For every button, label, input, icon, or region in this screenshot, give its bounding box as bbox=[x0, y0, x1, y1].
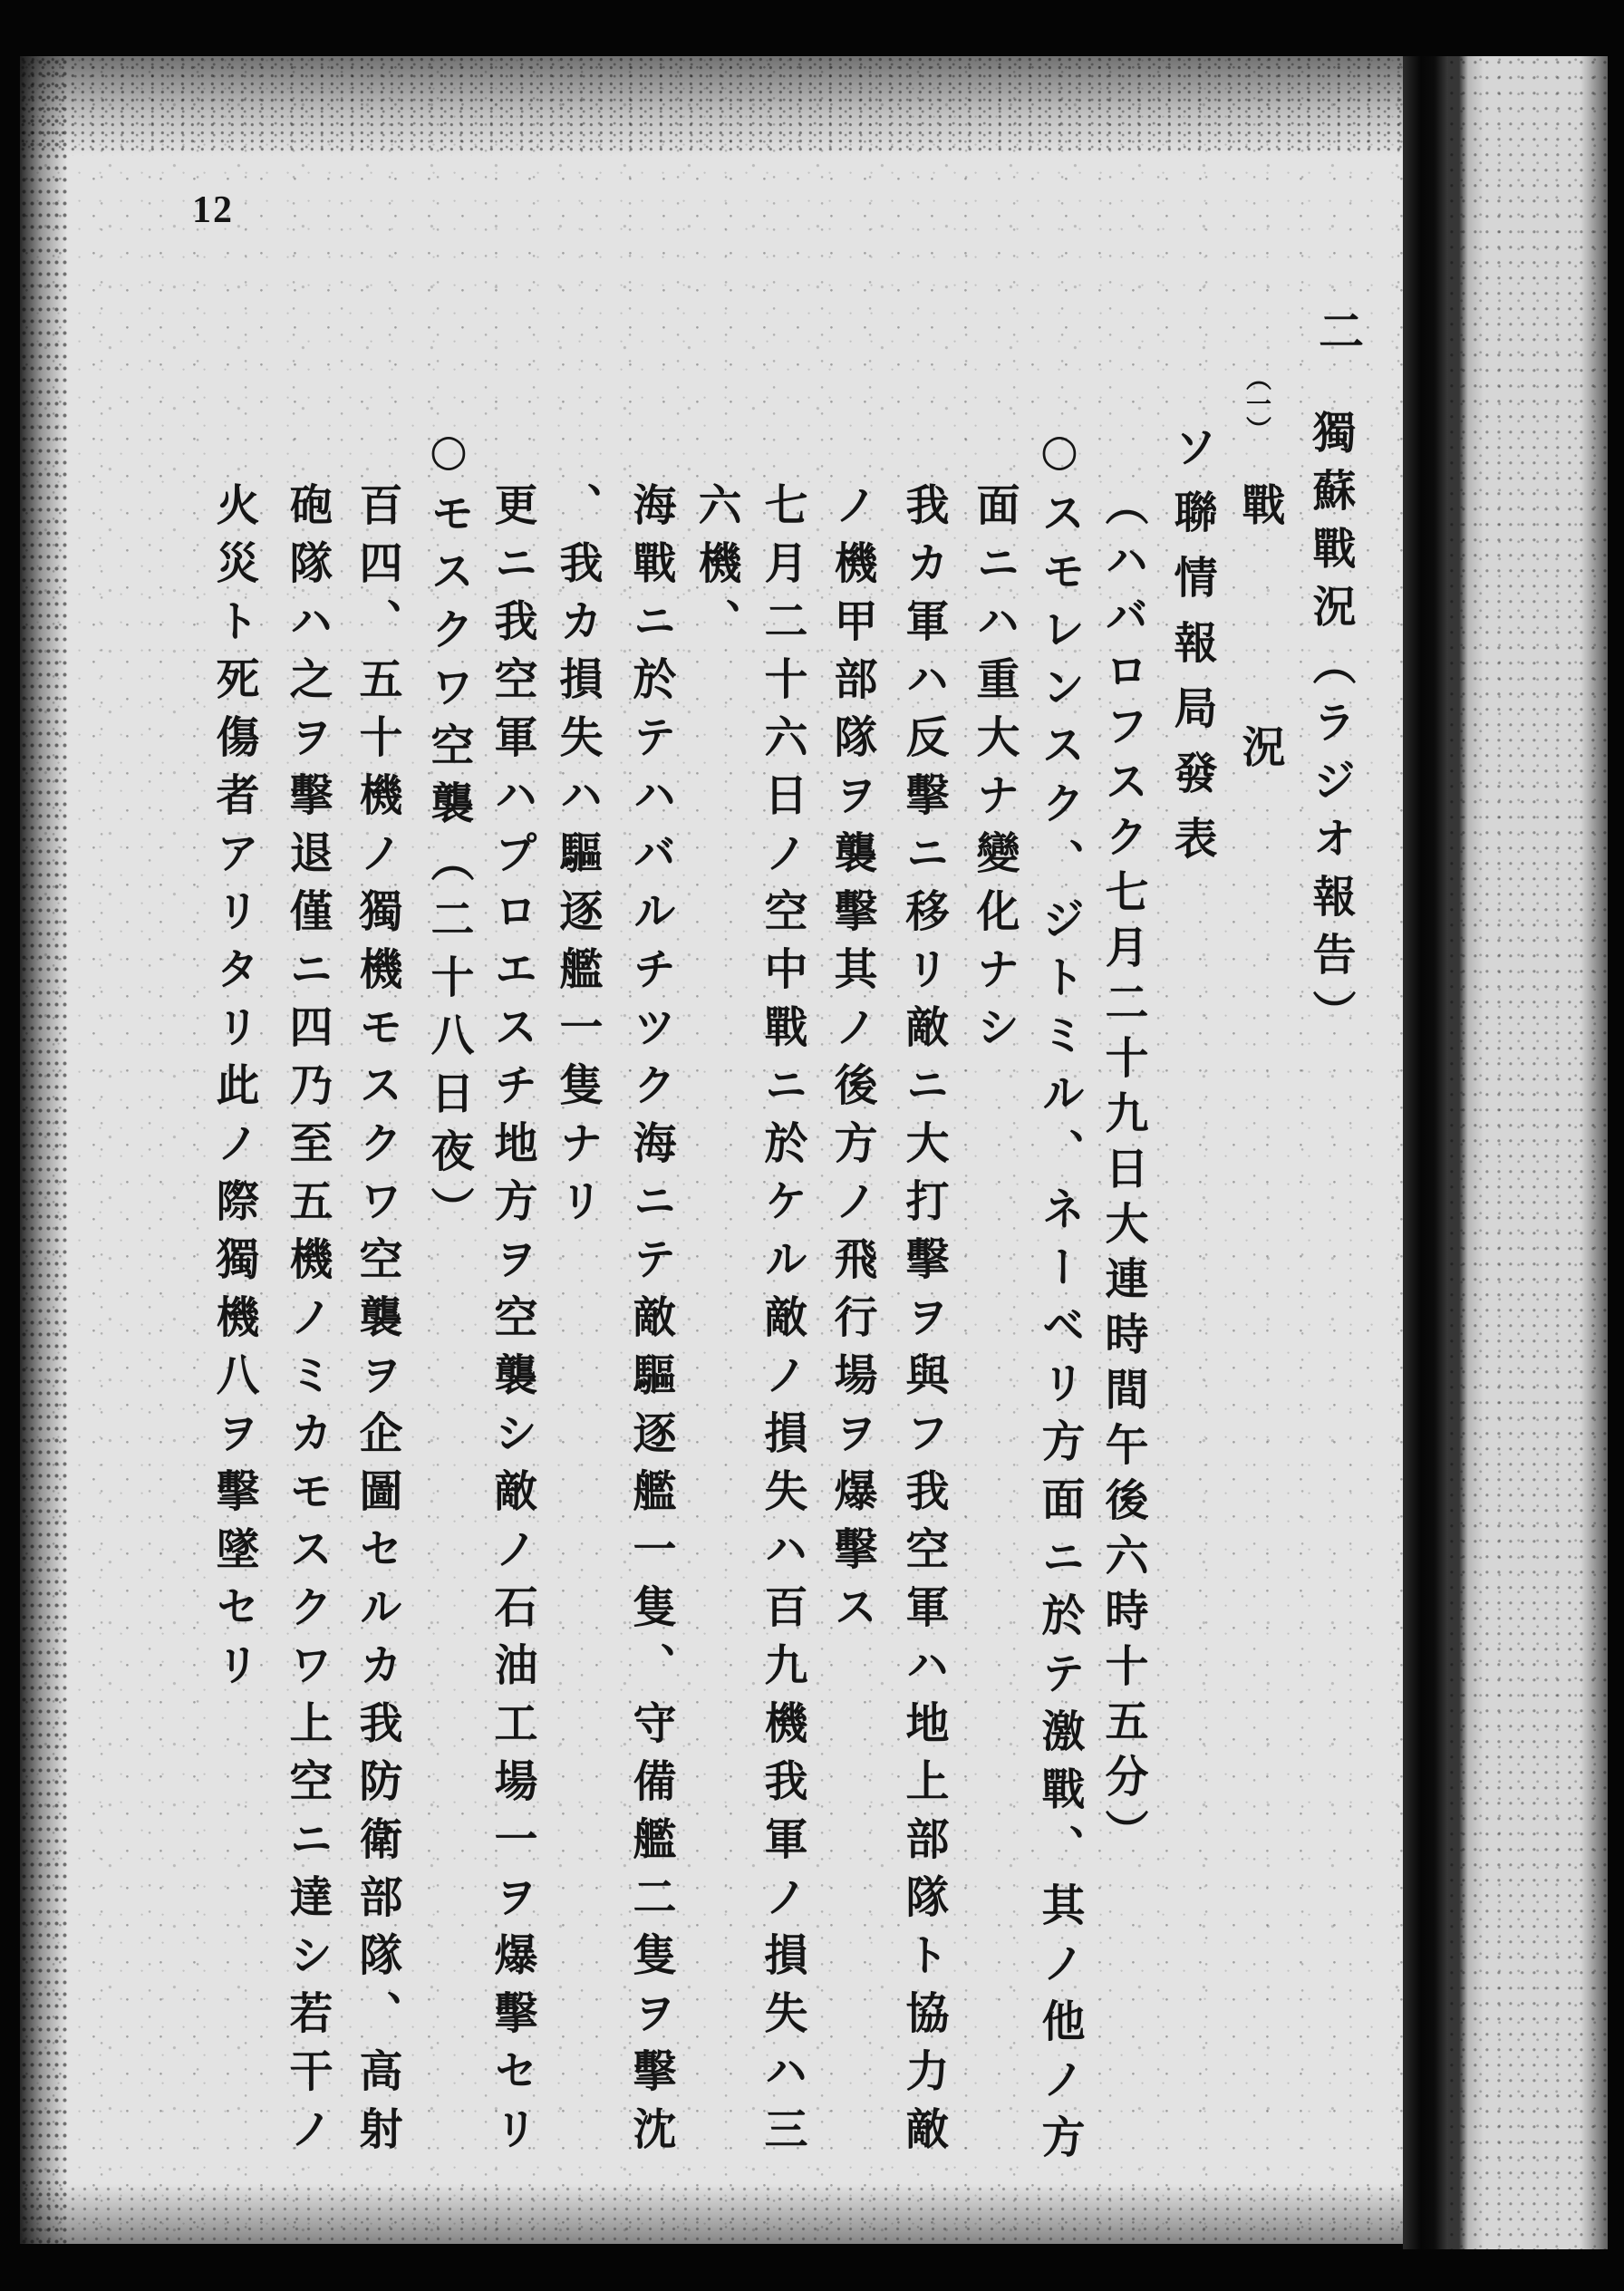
body-line-9: 更ニ我空軍ハプロエスチ地方ヲ空襲シ敵ノ石油工場一ヲ爆擊セリ bbox=[487, 482, 537, 2164]
report-dateline: （ハバロフスク七月二十九日大連時間午後六時十五分） bbox=[1097, 482, 1148, 1864]
page-bottom-edge bbox=[20, 2184, 1403, 2244]
body-line-7: 海戰ニ於テハバルチツク海ニテ敵驅逐艦一隻、守備艦二隻ヲ擊沈 bbox=[625, 482, 676, 2164]
body-line-11: 百四、五十機ノ獨機モスクワ空襲ヲ企圖セルカ我防衛部隊、高射 bbox=[352, 482, 402, 2164]
body-line-6: 六機、 bbox=[691, 482, 741, 656]
report-source: ソ聯情報局發表 bbox=[1166, 424, 1217, 881]
body-line-12: 砲隊ハ之ヲ擊退僅ニ四乃至五機ノミカモスクワ上空ニ達シ若干ノ bbox=[282, 482, 333, 2164]
body-line-8: 、我カ損失ハ驅逐艦一隻ナリ bbox=[552, 482, 603, 1236]
adjacent-page-edge bbox=[1448, 56, 1608, 2249]
body-line-13: 火災ト死傷者アリタリ此ノ際獨機八ヲ擊墜セリ bbox=[208, 482, 259, 1700]
subsection-number: （一） bbox=[1242, 365, 1272, 441]
subsection-title: 戰況 bbox=[1234, 482, 1285, 966]
page-top-edge bbox=[20, 56, 1403, 156]
body-line-3: 我カ軍ハ反擊ニ移リ敵ニ大打擊ヲ與フ我空軍ハ地上部隊ト協力敵 bbox=[898, 482, 949, 2164]
page-number: 12 bbox=[192, 189, 234, 231]
body-line-4: ノ機甲部隊ヲ襲擊其ノ後方ノ飛行場ヲ爆擊ス bbox=[826, 482, 877, 1642]
section-number: 二 bbox=[1311, 307, 1365, 353]
body-line-2: 面ニハ重大ナ變化ナシ bbox=[969, 482, 1020, 1062]
body-line-5: 七月二十六日ノ空中戰ニ於ケル敵ノ損失ハ百九機我軍ノ損失ハ三 bbox=[757, 482, 807, 2164]
page-left-edge bbox=[20, 56, 67, 2244]
page-gutter bbox=[1403, 56, 1448, 2249]
body-line-1: ○スモレンスク、ジトミル、ネーベリ方面ニ於テ激戰、其ノ他ノ方 bbox=[1034, 425, 1085, 2172]
section-title: 獨蘇戰況（ラジオ報告） bbox=[1305, 410, 1356, 1048]
body-line-10: ○モスクワ空襲（二十八日夜） bbox=[423, 425, 474, 1244]
